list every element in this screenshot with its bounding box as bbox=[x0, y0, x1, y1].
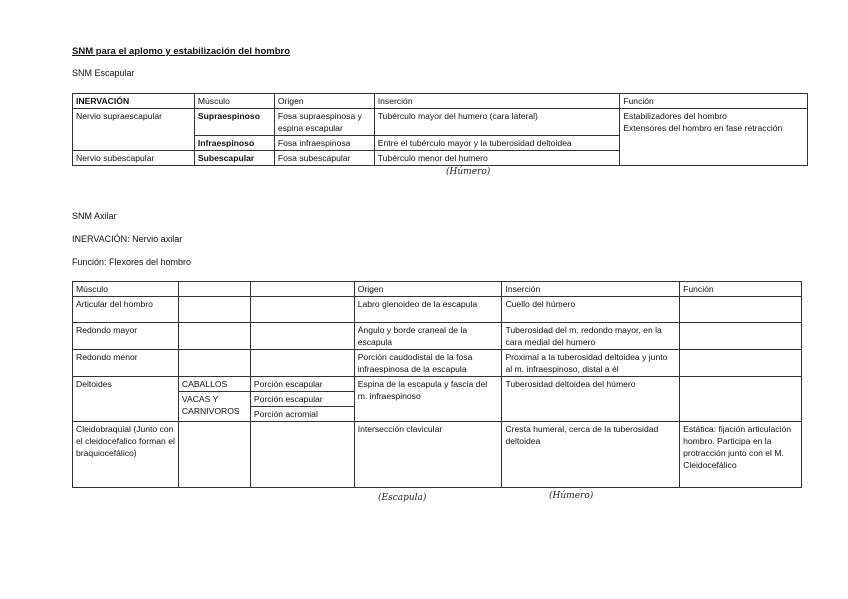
axilar-table bbox=[72, 281, 802, 488]
cell-funcion: Estática: fijación articulación hombro. Participa en la protracción junto con el M. Cleidocefálico bbox=[680, 422, 802, 488]
cell-origen: Labro glenoideo de la escapula bbox=[354, 297, 502, 323]
cell-musculo: Cleidobraquial (Junto con el cleidocefalico forman el braquiocefálico) bbox=[73, 422, 179, 488]
header-inervacion: INERVACIÓN bbox=[73, 94, 195, 109]
header-funcion: Función bbox=[620, 94, 808, 109]
cell-origen: Espina de la escapula y fascia del m. infraespinoso bbox=[354, 377, 502, 422]
header-insercion: Inserción bbox=[502, 282, 680, 297]
handwritten-note-escapula: (Escapula) bbox=[378, 493, 427, 503]
cell-especie: CABALLOS bbox=[178, 377, 250, 392]
section2-heading: SNM Axilar bbox=[72, 211, 117, 221]
header-insercion: Inserción bbox=[374, 94, 620, 109]
table-row bbox=[73, 297, 802, 323]
escapular-table bbox=[72, 93, 808, 166]
header-musculo: Músculo bbox=[194, 94, 274, 109]
cell-insercion: Tubérculo mayor del humero (cara lateral) bbox=[374, 109, 620, 136]
cell-origen: Fosa subescapular bbox=[274, 151, 374, 166]
table-header-row bbox=[73, 94, 808, 109]
cell-insercion: Tuberosidad deltoidea del húmero bbox=[502, 377, 680, 422]
cell-porcion: Porción acromial bbox=[250, 407, 354, 422]
cell-origen: Porción caudodistal de la fosa infraespinosa de la escapula bbox=[354, 350, 502, 377]
cell-porcion: Porción escapular bbox=[250, 377, 354, 392]
table-row bbox=[73, 109, 808, 136]
cell-insercion: Tubérculo menor del humero bbox=[374, 151, 620, 166]
cell-insercion: Cuello del húmero bbox=[502, 297, 680, 323]
handwritten-note-humero-2: (Húmero) bbox=[549, 491, 594, 501]
header-origen: Origen bbox=[354, 282, 502, 297]
cell-funcion bbox=[680, 297, 802, 323]
cell-musculo: Articular del hombro bbox=[73, 297, 179, 323]
table-row bbox=[73, 350, 802, 377]
cell-musculo: Redondo menor bbox=[73, 350, 179, 377]
cell-musculo: Subescapular bbox=[194, 151, 274, 166]
table-header-row bbox=[73, 282, 802, 297]
section2-inervacion: INERVACIÓN: Nervio axilar bbox=[72, 234, 183, 244]
cell-origen: Ángulo y borde craneal de la escapula bbox=[354, 323, 502, 350]
cell-funcion bbox=[680, 377, 802, 422]
section1-heading: SNM Escapular bbox=[72, 68, 135, 78]
cell-funcion bbox=[620, 109, 808, 166]
section2-funcion: Función: Flexores del hombro bbox=[72, 257, 192, 267]
document-title: SNM para el aplomo y estabilización del hombro bbox=[72, 46, 291, 57]
cell-funcion bbox=[680, 323, 802, 350]
cell-porcion: Porción escapular bbox=[250, 392, 354, 407]
funcion-line-2: Extensores del hombro en fase retracción bbox=[623, 123, 783, 133]
cell-musculo: Infraespinoso bbox=[194, 136, 274, 151]
cell-especie: VACAS Y CARNIVOROS bbox=[178, 392, 250, 422]
cell-inervacion: Nervio subescapular bbox=[73, 151, 195, 166]
cell-origen: Fosa infraespinosa bbox=[274, 136, 374, 151]
cell-funcion bbox=[680, 350, 802, 377]
cell-origen: Intersección clavicular bbox=[354, 422, 502, 488]
funcion-line-1: Estabilizadores del hombro bbox=[623, 111, 727, 121]
cell-musculo: Supraespinoso bbox=[194, 109, 274, 136]
cell-musculo: Redondo mayor bbox=[73, 323, 179, 350]
cell-musculo: Deltoides bbox=[73, 377, 179, 422]
table-row bbox=[73, 377, 802, 392]
handwritten-note-humero: (Húmero) bbox=[446, 167, 491, 177]
cell-inervacion: Nervio supraescapular bbox=[73, 109, 195, 151]
header-origen: Origen bbox=[274, 94, 374, 109]
cell-insercion: Tuberosidad del m. redondo mayor, en la cara medial del humero bbox=[502, 323, 680, 350]
table-row bbox=[73, 323, 802, 350]
cell-insercion: Entre el tubérculo mayor y la tuberosidad deltoidea bbox=[374, 136, 620, 151]
table-row bbox=[73, 422, 802, 488]
header-musculo: Músculo bbox=[73, 282, 179, 297]
cell-origen: Fosa supraespinosa y espina escapular bbox=[274, 109, 374, 136]
cell-insercion: Proximal a la tuberosidad deltoidea y junto al m. infraespinoso, distal a él bbox=[502, 350, 680, 377]
header-funcion: Función bbox=[680, 282, 802, 297]
cell-insercion: Cresta humeral, cerca de la tuberosidad deltoidea bbox=[502, 422, 680, 488]
